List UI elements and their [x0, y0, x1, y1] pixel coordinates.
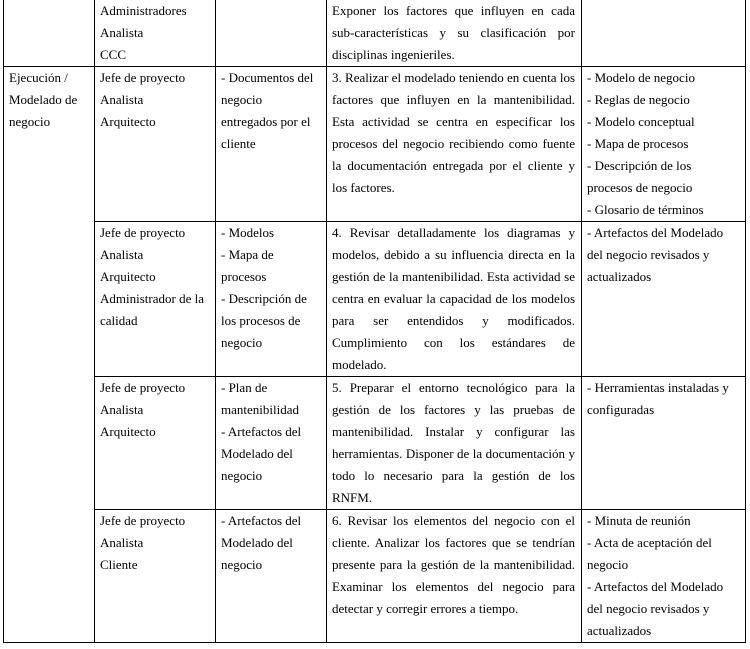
inputs-cell: [216, 0, 327, 67]
role-item: CCC: [100, 47, 127, 62]
activity-cell: [327, 67, 582, 222]
role-item: Jefe de proyecto: [100, 70, 186, 85]
output-item: - Herramientas instaladas y configuradas: [587, 380, 729, 417]
output-item: - Modelo de negocio: [587, 70, 695, 85]
outputs-cell: [582, 67, 746, 222]
phase-cell: [4, 0, 95, 67]
table-row: [4, 377, 746, 510]
outputs-cell: [582, 377, 746, 510]
activity-text: 5. Preparar el entorno tecnológico para la gestión de los factores y las pruebas de mantenibilidad. Instalar y configurar las herramientas. Disponer de la documentación y todo lo necesario para la gestión de los RNFM.: [332, 380, 575, 505]
output-item: - Minuta de reunión: [587, 513, 691, 528]
input-item: - Artefactos del Modelado del negocio: [221, 513, 302, 572]
output-item: - Artefactos del Modelado del negocio revisados y actualizados: [587, 579, 724, 638]
phase-label: Modelado de: [9, 92, 78, 107]
inputs-cell: [216, 67, 327, 222]
role-item: Analista: [100, 92, 144, 107]
role-item: Administrador de la calidad: [100, 291, 204, 328]
role-item: Arquitecto: [100, 269, 156, 284]
input-item: - Plan de mantenibilidad: [221, 380, 299, 417]
role-item: Analista: [100, 25, 144, 40]
role-item: Analista: [100, 247, 144, 262]
role-item: Analista: [100, 402, 144, 417]
roles-cell: [95, 67, 216, 222]
role-item: Jefe de proyecto: [100, 380, 186, 395]
inputs-cell: [216, 510, 327, 643]
output-item: - Mapa de procesos: [587, 136, 689, 151]
role-item: Arquitecto: [100, 424, 156, 439]
activity-text: 6. Revisar los elementos del negocio con el cliente. Analizar los factores que se tendrían presente para la gestión de la mantenibilidad. Examinar los elementos del negocio para detectar y corregir errores a tiempo.: [332, 513, 575, 616]
activity-text: Exponer los factores que influyen en cada sub-características y su clasificación por disciplinas ingenieriles.: [332, 3, 575, 62]
phase-label: negocio: [9, 114, 51, 129]
activity-text: 4. Revisar detalladamente los diagramas y modelos, debido a su influencia directa en la gestión de la mantenibilidad. Esta actividad se centra en evaluar la capacidad de los modelos para ser entendidos y modificados. Cumplimiento con los estándares de modelado.: [332, 225, 575, 372]
role-item: Arquitecto: [100, 114, 156, 129]
activity-cell: [327, 510, 582, 643]
outputs-cell: [582, 510, 746, 643]
roles-cell: [95, 377, 216, 510]
input-item: - Artefactos del Modelado del negocio: [221, 424, 302, 483]
role-item: Cliente: [100, 557, 138, 572]
activity-text: 3. Realizar el modelado teniendo en cuenta los factores que influyen en la mantenibilidad. Esta actividad se centra en especificar los procesos del negocio recibiendo como fuente la documentación entregada por el cliente y los factores.: [332, 70, 575, 195]
role-item: Administradores: [100, 3, 187, 18]
activity-cell: [327, 377, 582, 510]
roles-cell: [95, 0, 216, 67]
inputs-cell: [216, 377, 327, 510]
activity-cell: [327, 222, 582, 377]
activities-table: [3, 0, 746, 643]
table-row: [4, 510, 746, 643]
output-item: - Glosario de términos: [587, 202, 704, 217]
output-item: - Acta de aceptación del negocio: [587, 535, 712, 572]
output-item: - Reglas de negocio: [587, 92, 690, 107]
phase-cell: [4, 67, 95, 643]
role-item: Jefe de proyecto: [100, 225, 186, 240]
input-item: - Modelos: [221, 225, 275, 240]
table-row: [4, 222, 746, 377]
input-item: - Documentos del negocio entregados por el cliente: [221, 70, 314, 151]
input-item: - Descripción de los procesos de negocio: [221, 291, 307, 350]
inputs-cell: [216, 222, 327, 377]
outputs-cell: [582, 0, 746, 67]
output-item: - Modelo conceptual: [587, 114, 695, 129]
phase-label: Ejecución /: [9, 70, 68, 85]
output-item: - Descripción de los procesos de negocio: [587, 158, 693, 195]
input-item: - Mapa de procesos: [221, 247, 274, 284]
roles-cell: [95, 510, 216, 643]
output-item: - Artefactos del Modelado del negocio revisados y actualizados: [587, 225, 724, 284]
role-item: Jefe de proyecto: [100, 513, 186, 528]
table-row: [4, 67, 746, 222]
outputs-cell: [582, 222, 746, 377]
table-row: [4, 0, 746, 67]
roles-cell: [95, 222, 216, 377]
activity-cell: [327, 0, 582, 67]
role-item: Analista: [100, 535, 144, 550]
